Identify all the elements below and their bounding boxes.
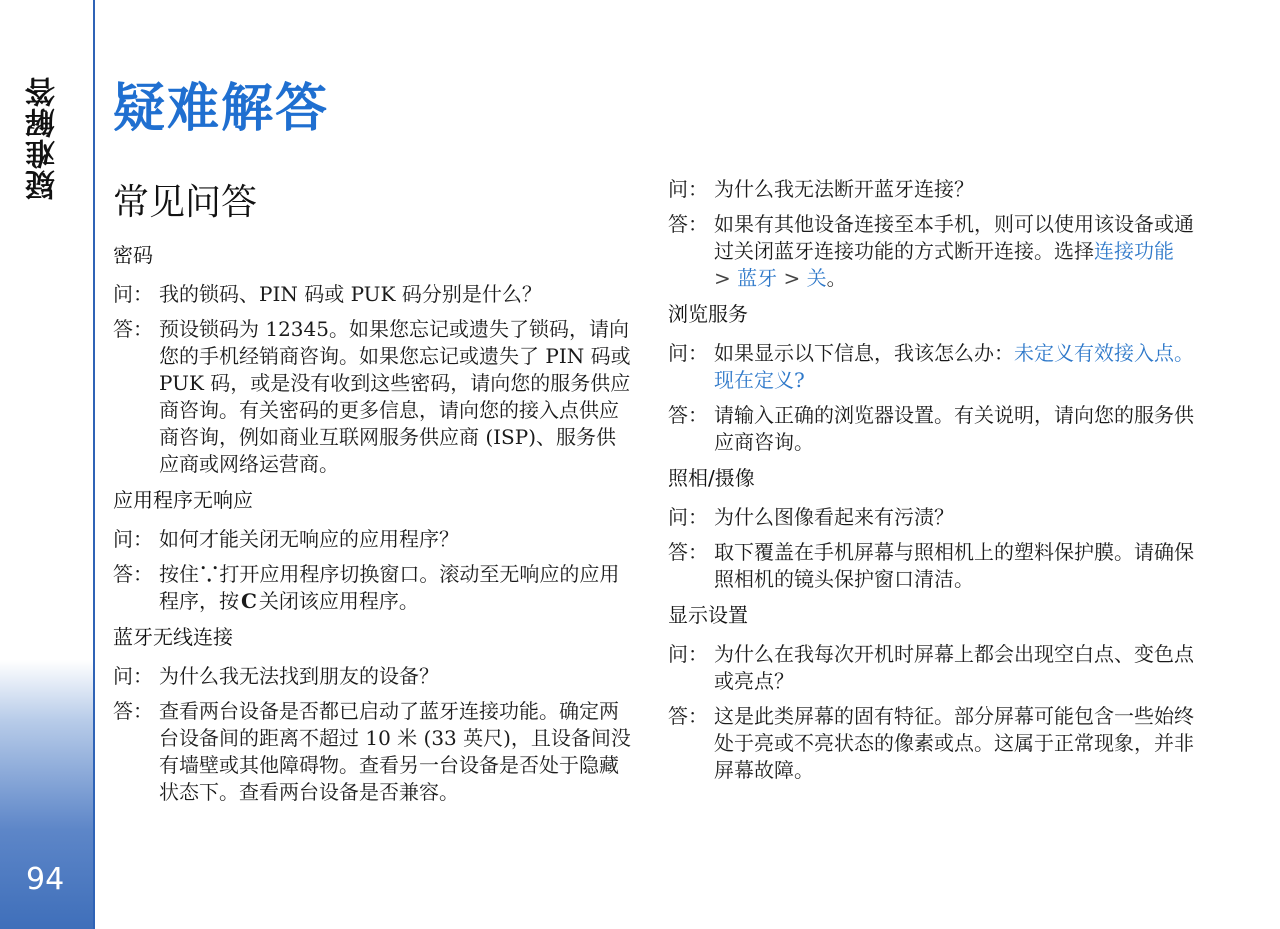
- answer-label: 答：: [668, 704, 708, 728]
- answer-text: 预设锁码为 12345。如果您忘记或遗失了锁码，请向您的手机经销商咨询。如果您忘记或遗失了 PIN 码或 PUK 码，或是没有收到这些密码，请向您的服务供应商咨询。有关密码的更多信息，请向您的接入点供应商咨询，例如商业互联网服务供应商 (ISP)、服务供应商或网络运营商。: [159, 317, 631, 476]
- answer-text-part1: 按住: [159, 562, 199, 586]
- question-text: 为什么我无法断开蓝牙连接？: [714, 177, 974, 201]
- section-title-app: 应用程序无响应: [113, 488, 253, 512]
- menu-path-off: 关: [806, 266, 827, 290]
- answer-text: 请输入正确的浏览器设置。有关说明，请向您的服务供应商咨询。: [714, 403, 1194, 454]
- question-password: [113, 281, 631, 308]
- menu-path-bluetooth: 蓝牙: [737, 266, 778, 290]
- question-text: [714, 340, 1196, 394]
- section-title-bluetooth: 蓝牙无线连接: [113, 625, 233, 649]
- answer-text: [159, 561, 631, 615]
- section-title-display: 显示设置: [668, 603, 748, 627]
- page-number: 94: [26, 862, 65, 897]
- answer-label: 答：: [113, 317, 153, 341]
- answer-text: 查看两台设备是否都已启动了蓝牙连接功能。确定两台设备间的距离不超过 10 米 (33 英尺)，且设备间没有墙壁或其他障碍物。查看另一台设备是否处于隐藏状态下。查看两台设备是否兼容。: [159, 699, 631, 804]
- question-label: 问：: [668, 642, 708, 666]
- sidebar-divider: [93, 0, 95, 929]
- question-bluetooth: [113, 663, 631, 690]
- question-app: [113, 526, 631, 553]
- answer-text-main: 如果有其他设备连接至本手机，则可以使用该设备或通过关闭蓝牙连接功能的方式断开连接。选择: [714, 212, 1194, 263]
- question-label: 问：: [113, 282, 153, 306]
- answer-text-part3: 关闭该应用程序。: [258, 589, 419, 613]
- answer-bluetooth: [113, 698, 631, 806]
- question-camera: [668, 504, 1196, 531]
- error-message-text: 未定义有效接入点。现在定义?: [714, 341, 1194, 392]
- menu-key-icon: ⸪: [201, 562, 218, 586]
- answer-password: [113, 316, 631, 478]
- answer-label: 答：: [113, 562, 153, 586]
- left-column: [113, 174, 631, 814]
- menu-path-separator: >: [714, 266, 738, 290]
- question-label: 问：: [668, 505, 708, 529]
- answer-text-part2: 打开应用程序切换窗口。滚动至无响应的应用程序，按: [159, 562, 620, 613]
- answer-browsing: [668, 402, 1196, 456]
- sidebar-chapter-label: 疑难解答: [26, 76, 61, 200]
- page-title: 疑难解答: [113, 79, 330, 139]
- question-display: [668, 641, 1196, 695]
- faq-heading: 常见问答: [113, 182, 258, 223]
- section-title-password: 密码: [113, 243, 153, 267]
- question-bluetooth-disconnect: [668, 176, 1196, 203]
- clear-key-icon: C: [241, 589, 257, 613]
- answer-label: 答：: [668, 212, 708, 236]
- question-text: 为什么图像看起来有污渍？: [714, 505, 954, 529]
- answer-display: [668, 703, 1196, 784]
- answer-app: [113, 561, 631, 615]
- answer-bluetooth-disconnect: [668, 211, 1196, 292]
- question-label: 问：: [113, 664, 153, 688]
- question-label: 问：: [668, 341, 708, 365]
- answer-text-end: 。: [826, 266, 847, 290]
- menu-path-connectivity: 连接功能: [1094, 239, 1174, 263]
- answer-label: 答：: [668, 540, 708, 564]
- question-label: 问：: [668, 177, 708, 201]
- question-text: 为什么在我每次开机时屏幕上都会出现空白点、变色点或亮点？: [714, 642, 1194, 693]
- answer-text: [714, 211, 1196, 292]
- question-text: 我的锁码、PIN 码或 PUK 码分别是什么？: [159, 282, 542, 306]
- section-title-camera: 照相/摄像: [668, 466, 755, 490]
- answer-label: 答：: [668, 403, 708, 427]
- answer-text: 取下覆盖在手机屏幕与照相机上的塑料保护膜。请确保照相机的镜头保护窗口清洁。: [714, 540, 1194, 591]
- section-title-browsing: 浏览服务: [668, 302, 748, 326]
- answer-label: 答：: [113, 699, 153, 723]
- question-browsing: [668, 340, 1196, 394]
- answer-text: 这是此类屏幕的固有特征。部分屏幕可能包含一些始终处于亮或不亮状态的像素或点。这属于正常现象，并非屏幕故障。: [714, 704, 1194, 782]
- answer-camera: [668, 539, 1196, 593]
- question-text: 为什么我无法找到朋友的设备？: [159, 664, 439, 688]
- question-text: 如何才能关闭无响应的应用程序？: [159, 527, 459, 551]
- menu-path-separator: >: [777, 266, 807, 290]
- question-label: 问：: [113, 527, 153, 551]
- question-text-main: 如果显示以下信息，我该怎么办：: [714, 341, 1014, 365]
- right-column: [668, 176, 1196, 792]
